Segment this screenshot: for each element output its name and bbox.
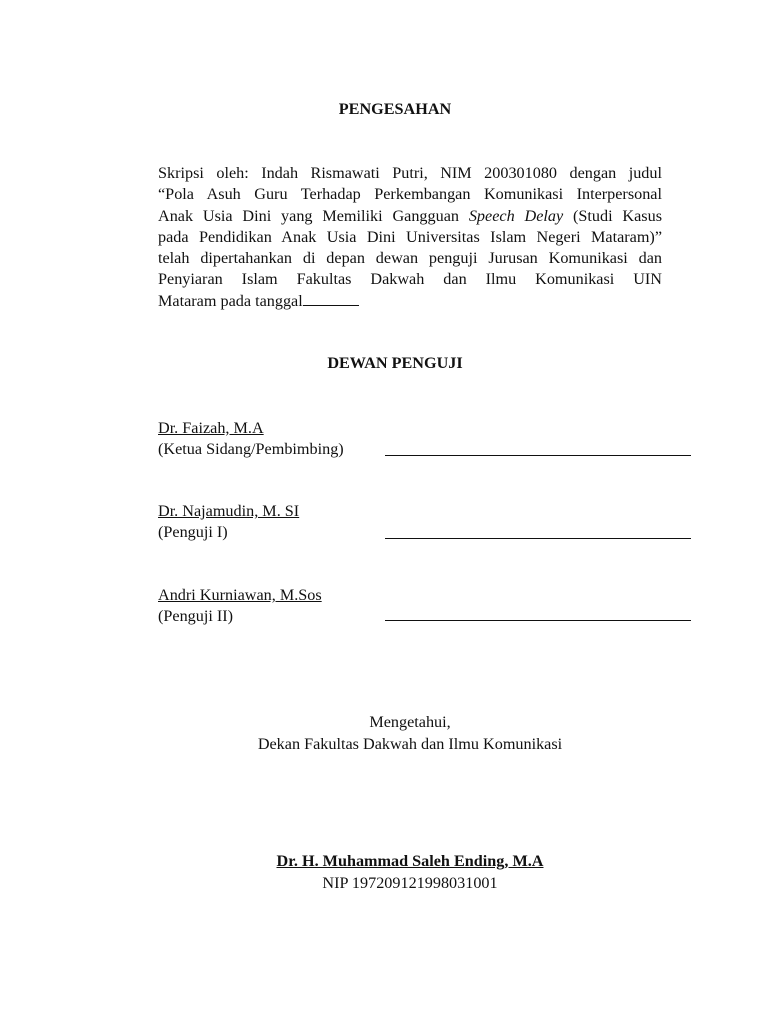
board-title: DEWAN PENGUJI — [327, 354, 463, 372]
paragraph-line — [158, 291, 662, 312]
paragraph-line: telah dipertahankan di depan dewan penguji Jurusan Komunikasi dan — [158, 249, 662, 268]
paragraph-line: pada Pendidikan Anak Usia Dini Universitas Islam Negeri Mataram)” — [158, 227, 662, 246]
member-2 — [158, 501, 299, 543]
member-name: Dr. Najamudin, M. SI — [158, 502, 300, 520]
signature-line — [385, 538, 691, 539]
member-role: (Ketua Sidang/Pembimbing) — [158, 440, 344, 458]
dean-name-row — [0, 850, 768, 872]
approval-paragraph — [158, 163, 662, 312]
paragraph-line: Penyiaran Islam Fakultas Dakwah dan Ilmu Komunikasi UIN — [158, 270, 662, 289]
member-role: (Penguji II) — [158, 607, 234, 625]
date-blank — [303, 291, 359, 306]
member-name: Dr. Faizah, M.A — [158, 419, 264, 437]
dean-nip: NIP 197209121998031001 — [322, 874, 498, 892]
member-1 — [158, 418, 344, 460]
dean-name: Dr. H. Muhammad Saleh Ending, M.A — [276, 852, 544, 870]
signature-line — [385, 455, 691, 456]
dean-position: Dekan Fakultas Dakwah dan Ilmu Komunikasi — [257, 735, 563, 753]
page-title: PENGESAHAN — [338, 100, 452, 118]
paragraph-text: Anak Usia Dini yang Memiliki Gangguan — [158, 206, 459, 225]
acknowledgement-heading: Mengetahui, — [369, 713, 451, 731]
paragraph-line: “Pola Asuh Guru Terhadap Perkembangan Komunikasi Interpersonal — [158, 185, 662, 204]
member-name: Andri Kurniawan, M.Sos — [158, 586, 322, 604]
member-3 — [158, 585, 322, 627]
paragraph-line — [158, 206, 662, 227]
signature-line — [385, 620, 691, 621]
paragraph-line: Skripsi oleh: Indah Rismawati Putri, NIM 200301080 dengan judul — [158, 164, 662, 182]
date-text: Mataram pada tanggal — [158, 291, 303, 310]
italic-term: Speech Delay — [468, 206, 564, 225]
member-role: (Penguji I) — [158, 523, 228, 541]
paragraph-text: (Studi Kasus — [573, 206, 663, 225]
